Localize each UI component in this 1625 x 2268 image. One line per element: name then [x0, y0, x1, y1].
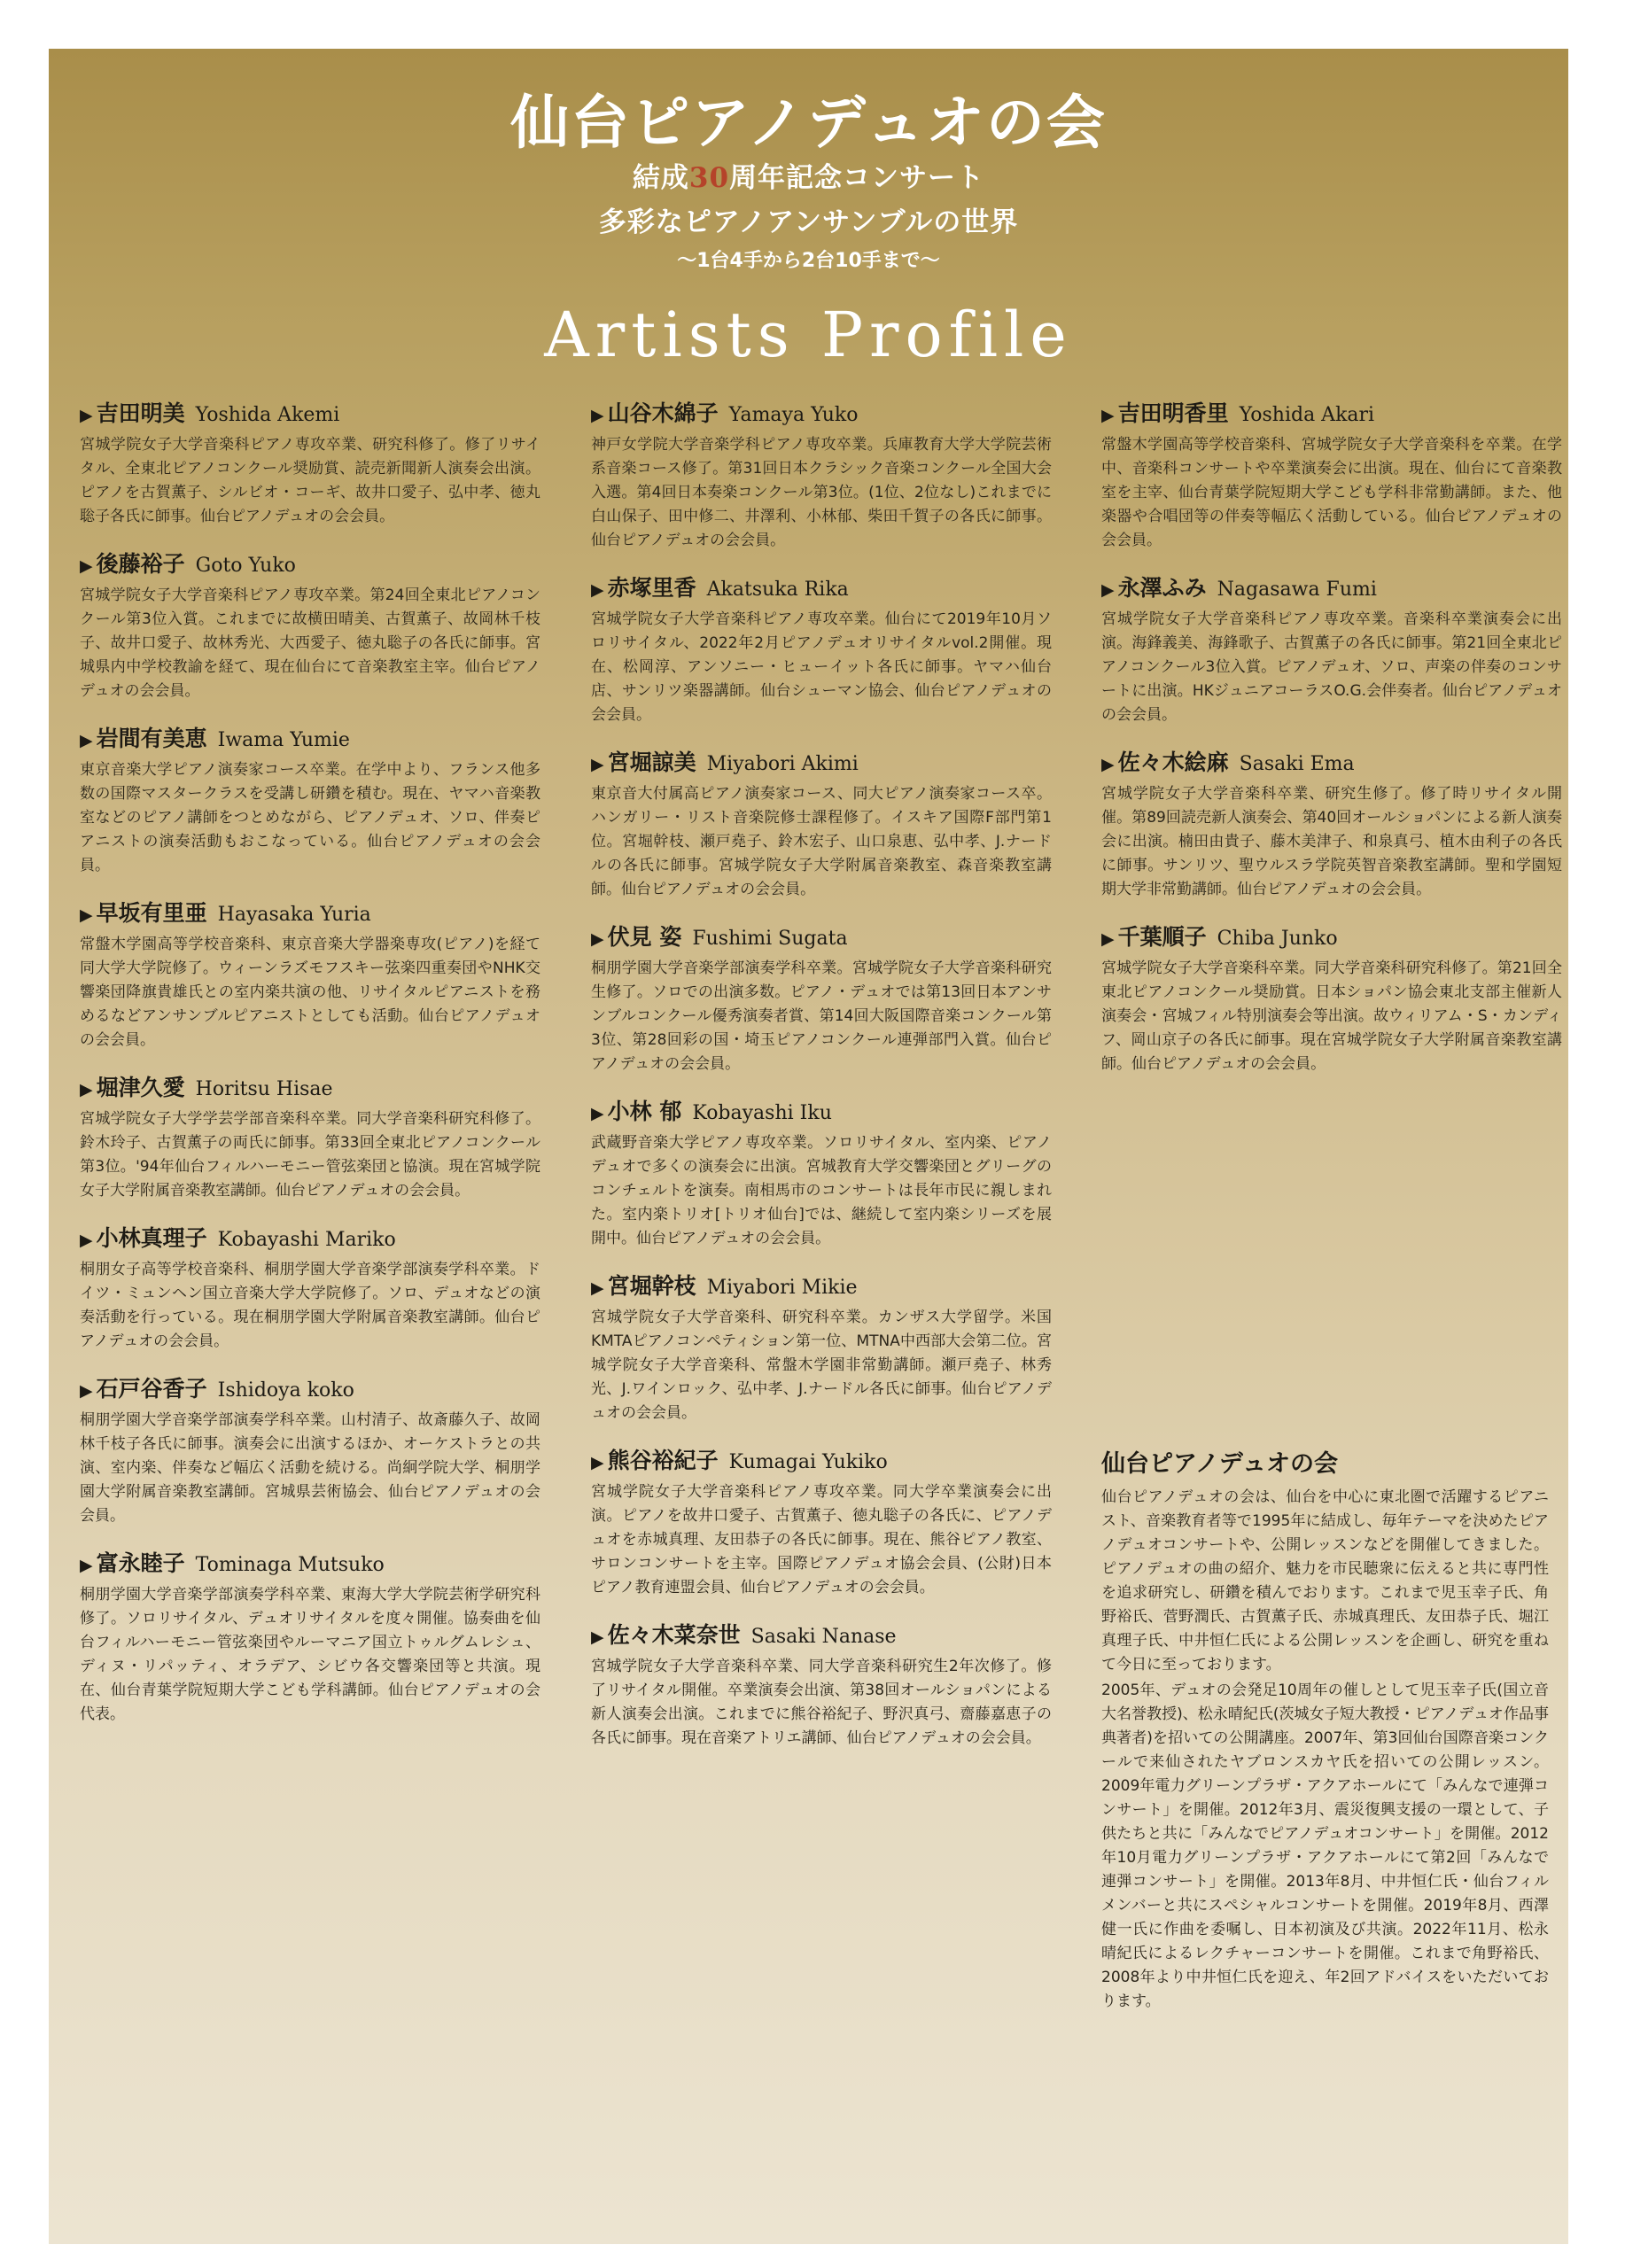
artist-roman-name: Sasaki Nanase — [750, 1626, 897, 1648]
artist-bio: 宮城学院女子大学音楽科卒業、研究生修了。修了時リサイタル開催。第89回読売新人演奏会、第40回オールショパンによる新人演奏会に出演。楠田由貴子、藤木美津子、和泉真弓、植木由利子の各氏に師事。サンリツ、聖ウルスラ学院英智音楽教室講師。聖和学園短期大学非常勤講師。仙台ピアノデュオの会会員。 — [1101, 785, 1562, 898]
artist-name: 小林 郁 — [607, 1099, 682, 1124]
triangle-marker-icon: ▶ — [80, 556, 93, 576]
artist-name: 早坂有里亜 — [96, 900, 207, 926]
artist-roman-name: Yoshida Akemi — [195, 404, 340, 426]
triangle-marker-icon: ▶ — [80, 406, 93, 425]
artist-name: 富永睦子 — [96, 1550, 185, 1576]
artist-roman-name: Horitsu Hisae — [195, 1078, 333, 1100]
triangle-marker-icon: ▶ — [80, 1080, 93, 1099]
triangle-marker-icon: ▶ — [591, 929, 604, 949]
artist-name: 千葉順子 — [1117, 924, 1207, 950]
flyer-sheet — [49, 49, 1568, 2244]
artist-roman-name: Kobayashi Mariko — [217, 1229, 396, 1251]
artist-profile — [80, 399, 540, 529]
triangle-marker-icon: ▶ — [591, 1104, 604, 1123]
artist-profile — [591, 573, 1052, 727]
artist-bio: 常盤木学園高等学校音楽科、宮城学院女子大学音楽科を卒業。在学中、音楽科コンサートや卒業演奏会に出演。現在、仙台にて音楽教室を主宰、仙台青葉学院短期大学こども学科非常勤講師。また、他楽器や合唱団等の伴奏等幅広く活動している。仙台ピアノデュオの会会員。 — [1101, 436, 1562, 549]
artist-roman-name: Tominaga Mutsuko — [195, 1554, 385, 1576]
artist-profile — [80, 1223, 540, 1354]
artist-profile — [80, 898, 540, 1052]
artist-profile — [80, 1374, 540, 1528]
artist-name: 小林真理子 — [96, 1225, 207, 1251]
triangle-marker-icon: ▶ — [591, 1453, 604, 1472]
artist-profile — [1101, 399, 1562, 553]
artist-profile — [591, 922, 1052, 1076]
triangle-marker-icon: ▶ — [591, 1278, 604, 1298]
artist-name: 石戸谷香子 — [96, 1376, 207, 1402]
artist-profile — [591, 399, 1052, 553]
triangle-marker-icon: ▶ — [80, 1231, 93, 1250]
artist-profile — [1101, 573, 1562, 727]
artist-name: 佐々木菜奈世 — [607, 1622, 741, 1648]
artist-roman-name: Yamaya Yuko — [728, 404, 859, 426]
artist-profile — [591, 1620, 1052, 1751]
organization-title: 仙台ピアノデュオの会 — [1101, 1450, 1339, 1478]
artist-roman-name: Goto Yuko — [195, 555, 296, 577]
artist-profile — [591, 748, 1052, 902]
artist-profile — [80, 1073, 540, 1203]
artist-bio: 武蔵野音楽大学ピアノ専攻卒業。ソロリサイタル、室内楽、ピアノデュオで多くの演奏会に出演。宮城教育大学交響楽団とグリーグのコンチェルトを演奏。南相馬市のコンサートは長年市民に親しまれた。室内楽トリオ[トリオ仙台]では、継続して室内楽シリーズを展開中。仙台ピアノデュオの会会員。 — [591, 1134, 1052, 1247]
profile-column-1 — [80, 399, 540, 1747]
artist-roman-name: Yoshida Akari — [1239, 404, 1375, 426]
artist-profile — [591, 1446, 1052, 1600]
artist-roman-name: Miyabori Akimi — [706, 753, 859, 775]
anniversary-subtitle — [49, 155, 1568, 195]
artist-roman-name: Nagasawa Fumi — [1217, 579, 1377, 601]
artist-roman-name: Akatsuka Rika — [706, 579, 849, 601]
artist-bio: 東京音楽大学ピアノ演奏家コース卒業。在学中より、フランス他多数の国際マスタークラスを受講し研鑽を積む。現在、ヤマハ音楽教室などのピアノ講師をつとめながら、ピアノデュオ、ソロ、伴奏ピアニストの演奏活動もおこなっている。仙台ピアノデュオの会会員。 — [80, 761, 540, 874]
artist-profile — [80, 1549, 540, 1727]
artist-roman-name: Chiba Junko — [1217, 928, 1338, 950]
artist-bio: 宮城学院女子大学音楽科ピアノ専攻卒業、研究科修了。修了リサイタル、全東北ピアノコンクール奨励賞、読売新聞新人演奏会出演。ピアノを古賀薫子、シルビオ・コーギ、故井口愛子、弘中孝、徳丸聡子各氏に師事。仙台ピアノデュオの会会員。 — [80, 436, 540, 525]
artist-bio: 神戸女学院大学音楽学科ピアノ専攻卒業。兵庫教育大学大学院芸術系音楽コース修了。第31回日本クラシック音楽コンクール全国大会入選。第4回日本奏楽コンクール第3位。(1位、2位なし)これまでに白山保子、田中修二、井澤利、小林郁、柴田千賀子の各氏に師事。仙台ピアノデュオの会会員。 — [591, 436, 1052, 549]
artist-bio: 宮城学院女子大学音楽科ピアノ専攻卒業。同大学卒業演奏会に出演。ピアノを故井口愛子、古賀薫子、徳丸聡子の各氏に、ピアノデュオを赤城真理、友田恭子の各氏に師事。現在、熊谷ピアノ教室、サロンコンサートを主宰。国際ピアノデュオ協会会員、(公財)日本ピアノ教育連盟会員、仙台ピアノデュオの会会員。 — [591, 1483, 1052, 1596]
profile-column-3 — [1101, 399, 1562, 1097]
artist-name: 永澤ふみ — [1117, 575, 1207, 601]
artist-profile — [591, 1097, 1052, 1251]
artist-bio: 宮城学院女子大学音楽科ピアノ専攻卒業。音楽科卒業演奏会に出演。海鋒義美、海鋒歌子、古賀薫子の各氏に師事。第21回全東北ピアノコンクール3位入賞。ピアノデュオ、ソロ、声楽の伴奏のコンサートに出演。HKジュニアコーラスO.G.会伴奏者。仙台ピアノデュオの会会員。 — [1101, 610, 1562, 724]
artist-roman-name: Sasaki Ema — [1239, 753, 1355, 775]
artist-roman-name: Kumagai Yukiko — [728, 1451, 888, 1473]
triangle-marker-icon: ▶ — [1101, 755, 1115, 774]
organization-paragraph: 仙台ピアノデュオの会は、仙台を中心に東北圏で活躍するピアニスト、音楽教育者等で1995年に結成し、毎年テーマを決めたピアノデュオコンサートや、公開レッスンなどを開催してきました。ピアノデュオの曲の紹介、魅力を市民聴衆に伝えると共に専門性を追求研究し、研鑽を積んでおります。これまで児玉幸子氏、角野裕氏、菅野潤氏、古賀薫子氏、赤城真理氏、友田恭子氏、堀江真理子氏、中井恒仁氏による公開レッスンを企画し、研究を重ねて今日に至っております。 — [1101, 1488, 1549, 1674]
triangle-marker-icon: ▶ — [80, 905, 93, 925]
triangle-marker-icon: ▶ — [591, 580, 604, 600]
artist-name: 佐々木絵麻 — [1117, 750, 1229, 775]
concert-theme: 多彩なピアノアンサンブルの世界 — [598, 206, 1019, 238]
artist-profile — [80, 549, 540, 703]
artist-roman-name: Miyabori Mikie — [706, 1277, 858, 1299]
artist-name: 吉田明香里 — [1117, 400, 1229, 426]
artist-roman-name: Kobayashi Iku — [692, 1102, 832, 1124]
artist-bio: 宮城学院女子大学音楽科、研究科卒業。カンザス大学留学。米国KMTAピアノコンペティション第一位、MTNA中西部大会第二位。宮城学院女子大学音楽科、常盤木学園非常勤講師。瀬戸堯子、林秀光、J.ワインロック、弘中孝、J.ナードル各氏に師事。仙台ピアノデュオの会会員。 — [591, 1309, 1052, 1422]
artist-bio: 宮城学院女子大学学芸学部音楽科卒業。同大学音楽科研究科修了。鈴木玲子、古賀薫子の両氏に師事。第33回全東北ピアノコンクール第3位。'94年仙台フィルハーモニー管弦楽団と協演。現在宮城学院女子大学附属音楽教室講師。仙台ピアノデュオの会会員。 — [80, 1110, 540, 1200]
triangle-marker-icon: ▶ — [1101, 406, 1115, 425]
artist-name: 伏見 姿 — [607, 924, 682, 950]
artists-profile-heading: Artists Profile — [544, 299, 1073, 371]
artist-name: 岩間有美恵 — [96, 726, 207, 751]
subtitle-prefix: 結成 — [632, 162, 689, 194]
triangle-marker-icon: ▶ — [80, 731, 93, 750]
artist-profile — [1101, 748, 1562, 902]
artist-name: 熊谷裕紀子 — [607, 1448, 719, 1473]
page-title: 仙台ピアノデュオの会 — [510, 89, 1107, 157]
artist-bio: 宮城学院女子大学音楽科卒業。同大学音楽科研究科修了。第21回全東北ピアノコンクール奨励賞。日本ショパン協会東北支部主催新人演奏会・宮城フィル特別演奏会等出演。故ウィリアム・S・カンディフ、岡山京子の各氏に師事。現在宮城学院女子大学附属音楽教室講師。仙台ピアノデュオの会会員。 — [1101, 959, 1562, 1073]
triangle-marker-icon: ▶ — [80, 1556, 93, 1575]
subtitle-suffix: 周年記念コンサート — [729, 162, 985, 194]
triangle-marker-icon: ▶ — [80, 1381, 93, 1401]
artist-bio: 東京音大付属高ピアノ演奏家コース、同大ピアノ演奏家コース卒。ハンガリー・リスト音楽院修士課程修了。イスキア国際F部門第1位。宮堀幹枝、瀬戸堯子、鈴木宏子、山口泉恵、弘中孝、J.ナードルの各氏に師事。宮城学院女子大学附属音楽教室、森音楽教室講師。仙台ピアノデュオの会会員。 — [591, 785, 1052, 898]
anniversary-number: 30 — [688, 162, 730, 194]
profile-column-2 — [591, 399, 1052, 1771]
artist-bio: 宮城学院女子大学音楽科ピアノ専攻卒業。第24回全東北ピアノコンクール第3位入賞。これまでに故横田晴美、古賀薫子、故岡林千枝子、故井口愛子、故林秀光、大西愛子、徳丸聡子の各氏に師事。宮城県内中学校教諭を経て、現在仙台にて音楽教室主宰。仙台ピアノデュオの会会員。 — [80, 586, 540, 700]
artist-name: 宮堀幹枝 — [607, 1273, 696, 1299]
triangle-marker-icon: ▶ — [591, 755, 604, 774]
triangle-marker-icon: ▶ — [591, 1627, 604, 1647]
artist-bio: 桐朋学園大学音楽学部演奏学科卒業。宮城学院女子大学音楽科研究生修了。ソロでの出演多数。ピアノ・デュオでは第13回日本アンサンブルコンクール優秀演奏者賞、第14回大阪国際音楽コンクール第3位、第28回彩の国・埼玉ピアノコンクール連弾部門入賞。仙台ピアノデュオの会会員。 — [591, 959, 1052, 1073]
artist-name: 吉田明美 — [96, 400, 185, 426]
artist-profile — [1101, 922, 1562, 1076]
triangle-marker-icon: ▶ — [591, 406, 604, 425]
artist-roman-name: Hayasaka Yuria — [217, 904, 371, 926]
artist-roman-name: Iwama Yumie — [217, 729, 350, 751]
artist-bio: 常盤木学園高等学校音楽科、東京音楽大学器楽専攻(ピアノ)を経て同大学大学院修了。ウィーンラズモフスキー弦楽四重奏団やNHK交響楽団降旗貴雄氏との室内楽共演の他、リサイタルピアニストを務めるなどアンサンブルピアニストとしても活動。仙台ピアノデュオの会会員。 — [80, 936, 540, 1049]
organization-section — [1101, 1449, 1549, 2016]
artist-bio: 宮城学院女子大学音楽科卒業、同大学音楽科研究生2年次修了。修了リサイタル開催。卒業演奏会出演、第38回オールショパンによる新人演奏会出演。これまでに熊谷裕紀子、野沢真弓、齋藤嘉恵子の各氏に師事。現在音楽アトリエ講師、仙台ピアノデュオの会会員。 — [591, 1658, 1052, 1747]
artist-name: 赤塚里香 — [607, 575, 696, 601]
artist-bio: 宮城学院女子大学音楽科ピアノ専攻卒業。仙台にて2019年10月ソロリサイタル、2022年2月ピアノデュオリサイタルvol.2開催。現在、松岡淳、アンソニー・ヒューイット各氏に師事。ヤマハ仙台店、サンリツ楽器講師。仙台シューマン協会、仙台ピアノデュオの会会員。 — [591, 610, 1052, 724]
triangle-marker-icon: ▶ — [1101, 929, 1115, 949]
artist-profile — [591, 1271, 1052, 1425]
concert-tagline: 〜1台4手から2台10手まで〜 — [677, 250, 940, 272]
artist-name: 宮堀諒美 — [607, 750, 696, 775]
artist-bio: 桐朋女子高等学校音楽科、桐朋学園大学音楽学部演奏学科卒業。ドイツ・ミュンヘン国立音楽大学大学院修了。ソロ、デュオなどの演奏活動を行っている。現在桐朋学園大学附属音楽教室講師。仙台ピアノデュオの会会員。 — [80, 1261, 540, 1350]
artist-bio: 桐朋学園大学音楽学部演奏学科卒業。山村清子、故斎藤久子、故岡林千枝子各氏に師事。演奏会に出演するほか、オーケストラとの共演、室内楽、伴奏など幅広く活動を続ける。尚絅学院大学、桐朋学園大学附属音楽教室講師。宮城県芸術協会、仙台ピアノデュオの会会員。 — [80, 1411, 540, 1525]
artist-bio: 桐朋学園大学音楽学部演奏学科卒業、東海大学大学院芸術学研究科修了。ソロリサイタル、デュオリサイタルを度々開催。協奏曲を仙台フィルハーモニー管弦楽団やルーマニア国立トゥルグムレシュ、ディヌ・リパッティ、オラデア、シビウ各交響楽団等と共演。現在、仙台青葉学院短期大学こども学科講師。仙台ピアノデュオの会代表。 — [80, 1586, 540, 1723]
artist-name: 堀津久愛 — [96, 1075, 185, 1100]
artist-roman-name: Fushimi Sugata — [692, 928, 848, 950]
artist-name: 後藤裕子 — [96, 551, 185, 577]
triangle-marker-icon: ▶ — [1101, 580, 1115, 600]
artist-profile — [80, 724, 540, 878]
artist-roman-name: Ishidoya koko — [217, 1379, 354, 1402]
organization-paragraph: 2005年、デュオの会発足10周年の催しとして児玉幸子氏(国立音大名誉教授)、松永晴紀氏(茨城女子短大教授・ピアノデュオ作品事典著者)を招いての公開講座。2007年、第3回仙台国際音楽コンクールで来仙されたヤブロンスカヤ氏を招いての公開レッスン。2009年電力グリーンプラザ・アクアホールにて「みんなで連弾コンサート」を開催。2012年3月、震災復興支援の一環として、子供たちと共に「みんなでピアノデュオコンサート」を開催。2012年10月電力グリーンプラザ・アクアホールにて第2回「みんなで連弾コンサート」を開催。2013年8月、中井恒仁氏・仙台フィルメンバーと共にスペシャルコンサートを開催。2019年8月、西澤健一氏に作曲を委嘱し、日本初演及び共演。2022年11月、松永晴紀氏によるレクチャーコンサートを開催。これまで角野裕氏、2008年より中井恒仁氏を迎え、年2回アドバイスをいただいております。 — [1101, 1682, 1549, 2010]
artist-name: 山谷木綿子 — [607, 400, 719, 426]
